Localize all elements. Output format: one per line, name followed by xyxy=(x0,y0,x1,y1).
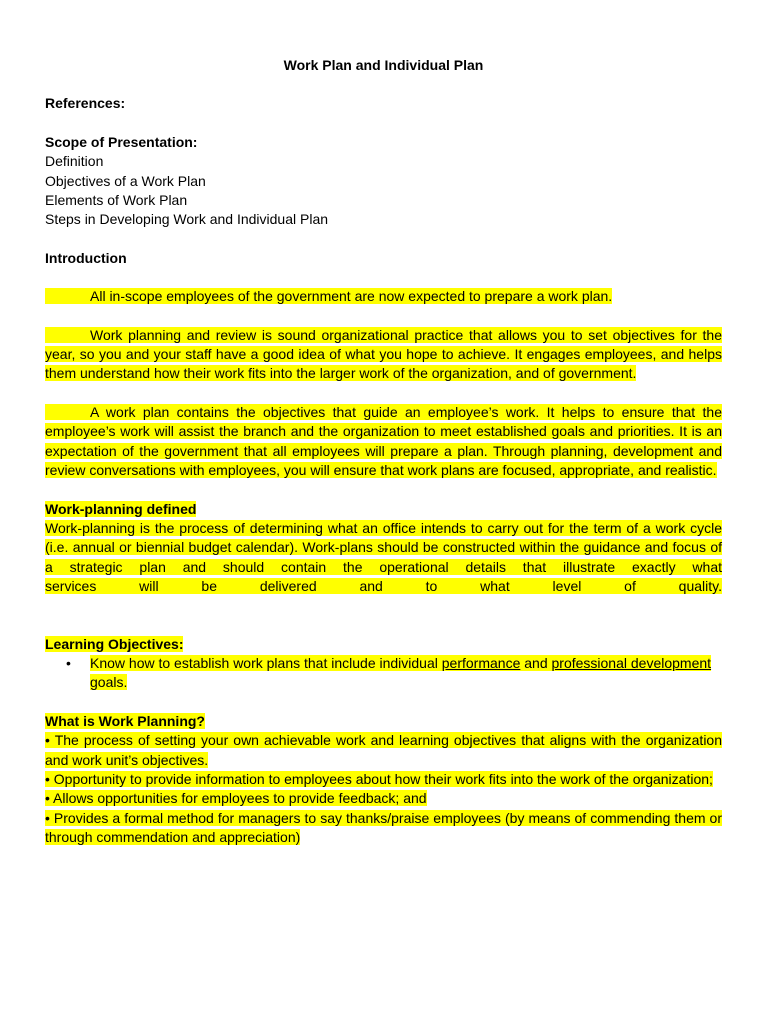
learning-objectives-heading xyxy=(45,635,722,654)
scope-item: Elements of Work Plan xyxy=(45,192,188,209)
document-page xyxy=(45,56,722,848)
what-is-heading-text: What is Work Planning? xyxy=(45,712,205,729)
list-item xyxy=(45,654,722,693)
scope-heading: Scope of Presentation: xyxy=(45,133,198,150)
scope-item: Objectives of a Work Plan xyxy=(45,172,206,189)
bullet-icon: • xyxy=(66,654,71,671)
learning-objectives-list xyxy=(45,654,722,693)
objective-text: Know how to establish work plans that include individual xyxy=(90,654,442,671)
what-is-item-text: • Opportunity to provide information to employees about how their work fits into the work of the organization; xyxy=(45,770,713,787)
work-planning-defined-heading-text: Work-planning defined xyxy=(45,500,197,517)
scope-item: Steps in Developing Work and Individual Plan xyxy=(45,211,329,228)
what-is-item-text: • Provides a formal method for managers to say thanks/praise employees (by means of commending them or through commendation and appreciation) xyxy=(45,809,722,846)
list-item xyxy=(45,809,722,848)
document-title: Work Plan and Individual Plan xyxy=(283,57,484,73)
scope-item: Definition xyxy=(45,153,104,170)
intro-text-3: A work plan contains the objectives that guide an employee’s work. It helps to ensure that the employee’s work will assist the branch and the organization to meet established goals and priorities. It is an expectation of the government that all employees will prepare a plan. Through planning, development and review conversations with employees, you will ensure that work plans are focused, appropriate, and realistic. xyxy=(45,403,722,479)
objective-text-end: goals. xyxy=(90,674,128,691)
intro-text-2: Work planning and review is sound organizational practice that allows you to set objectives for the year, so you and your staff have a good idea of what you hope to achieve. It engages employees, and helps them understand how their work fits into the larger work of the organization, and of government. xyxy=(45,326,722,382)
intro-paragraph-2 xyxy=(45,326,722,384)
intro-paragraph-3 xyxy=(45,403,722,481)
what-is-heading xyxy=(45,712,722,731)
what-is-item-text: • The process of setting your own achievable work and learning objectives that aligns with the organization and work unit’s objectives. xyxy=(45,732,722,768)
professional-development-link[interactable]: professional development xyxy=(551,654,712,671)
what-is-item-text: • Allows opportunities for employees to provide feedback; and xyxy=(45,790,427,807)
list-item xyxy=(45,731,722,770)
work-planning-defined-text-last: services will be delivered and to what level of quality. xyxy=(45,578,722,595)
list-item xyxy=(45,770,722,789)
work-planning-defined-heading xyxy=(45,500,722,519)
intro-text-1: All in-scope employees of the government are now expected to prepare a work plan. xyxy=(90,288,613,305)
objective-text-mid: and xyxy=(520,654,552,671)
performance-link[interactable]: performance xyxy=(441,654,521,671)
intro-paragraph-1 xyxy=(45,287,722,306)
work-planning-defined-paragraph xyxy=(45,519,722,577)
references-heading: References: xyxy=(45,95,126,112)
work-planning-defined-text: Work-planning is the process of determining what an office intends to carry out for the term of a work cycle (i.e. annual or biennial budget calendar). Work-plans should be constructed within the guidance and focus of a strategic plan and should contain the operational details that illustrate exactly what xyxy=(45,519,722,575)
introduction-heading: Introduction xyxy=(45,249,127,266)
learning-objectives-heading-text: Learning Objectives: xyxy=(45,635,184,652)
list-item xyxy=(45,789,722,808)
work-planning-defined-last-line xyxy=(45,577,722,596)
